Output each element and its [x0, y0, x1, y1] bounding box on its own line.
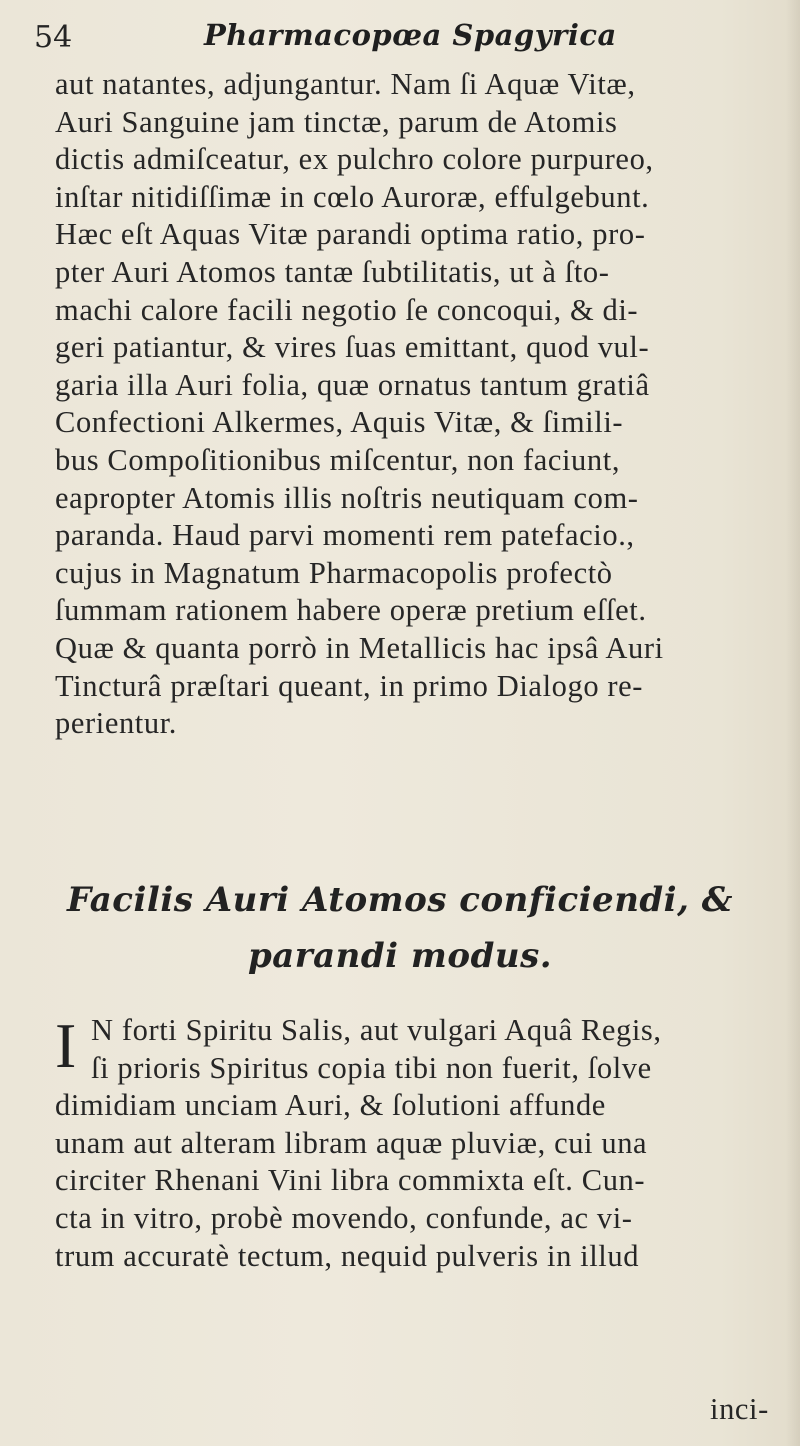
drop-cap: I: [55, 1010, 77, 1081]
page-number: 54: [34, 20, 73, 55]
text-line: Hæc eſt Aquas Vitæ parandi optima ratio, pro-: [55, 217, 646, 252]
text-line: aut natantes, adjungantur. Nam ſi Aquæ Vitæ,: [55, 67, 636, 101]
text-line: circiter Rhenani Vini libra commixta eſt. Cun-: [55, 1163, 646, 1198]
text-line: machi calore facili negotio ſe concoqui, & di-: [55, 292, 639, 327]
text-line: Tincturâ præſtari queant, in primo Dialogo re-: [55, 668, 644, 703]
paragraph-1: [55, 66, 795, 743]
text-line: cujus in Magnatum Pharmacopolis profectò: [55, 555, 613, 590]
first-line-text: N forti Spiritu Salis, aut vulgari Aquâ Regis,: [91, 1013, 662, 1047]
text-line: trum accuratè tectum, nequid pulveris in illud: [55, 1238, 640, 1273]
text-line: bus Compoſitionibus miſcentur, non faciunt,: [55, 442, 621, 477]
text-line: paranda. Haud parvi momenti rem patefacio.,: [55, 518, 635, 553]
text-line: pter Auri Atomos tantæ ſubtilitatis, ut à ſto-: [55, 254, 610, 289]
section-title-line-1: Facilis Auri Atomos conficiendi, &: [67, 880, 733, 920]
running-head: Pharmacopœa Spagyrica: [204, 18, 617, 52]
text-line: ſi prioris Spiritus copia tibi non fuerit, ſolve: [91, 1050, 652, 1085]
text-line: eapropter Atomis illis noſtris neutiquam com-: [55, 480, 639, 515]
text-line: ſummam rationem habere operæ pretium eſſet.: [55, 593, 647, 628]
text-line: garia illa Auri folia, quæ ornatus tantum gratiâ: [55, 367, 650, 402]
text-line: perientur.: [55, 706, 178, 741]
text-line: inſtar nitidiſſimæ in cœlo Auroræ, effulgebunt.: [55, 179, 650, 214]
text-line: Quæ & quanta porrò in Metallicis hac ipsâ Auri: [55, 630, 664, 665]
text-line: dictis admiſceatur, ex pulchro colore purpureo,: [55, 142, 654, 177]
text-line: dimidiam unciam Auri, & ſolutioni affunde: [55, 1088, 606, 1123]
section-title-line-2: parandi modus.: [247, 936, 553, 976]
text-line: Confectioni Alkermes, Aquis Vitæ, & ſimili-: [55, 405, 624, 440]
text-line: geri patiantur, & vires ſuas emittant, quod vul-: [55, 330, 650, 365]
text-line: cta in vitro, probè movendo, confunde, ac vi-: [55, 1200, 633, 1235]
catchword: inci-: [710, 1392, 769, 1426]
page-header: [34, 14, 774, 64]
text-line: Auri Sanguine jam tinctæ, parum de Atomis: [55, 104, 618, 139]
paragraph-2: [55, 1012, 795, 1275]
text-line: unam aut alteram libram aquæ pluviæ, cui una: [55, 1125, 648, 1160]
